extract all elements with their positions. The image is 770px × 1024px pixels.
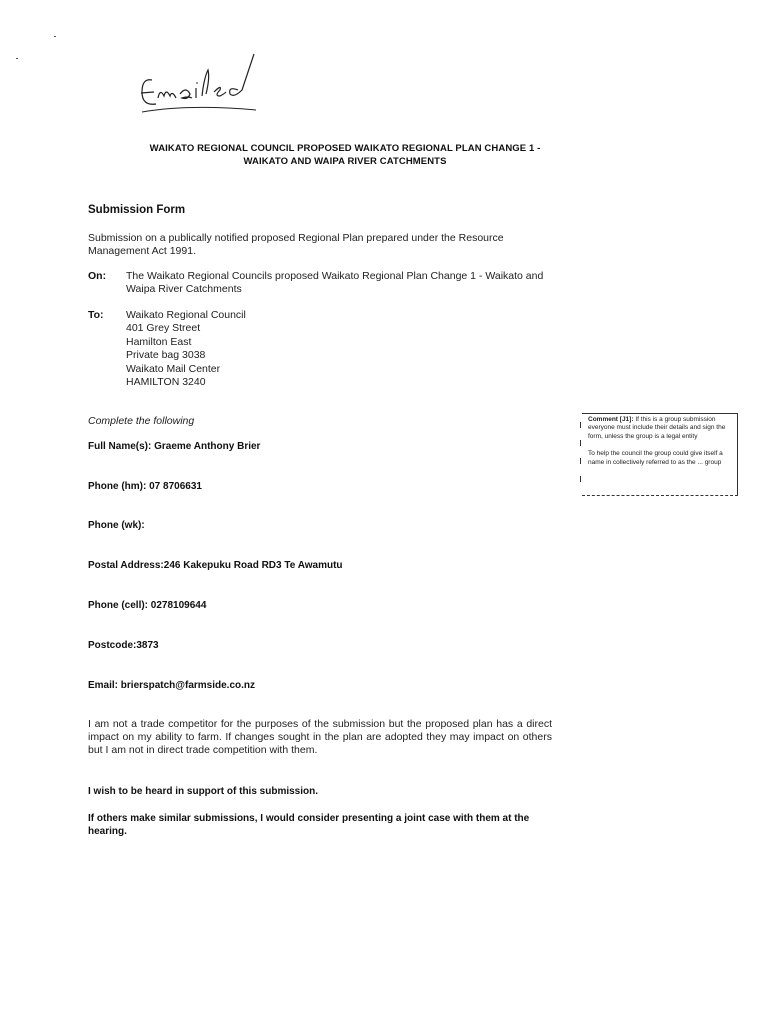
joint-case-statement: If others make similar submissions, I would consider presenting a joint case with them at the hearing. [88, 813, 530, 837]
comment-text: If this is a group submission everyone must include their details and sign the form, unless the group is a legal entity [588, 416, 726, 440]
comment-note: To help the council the group could give itself a name in collectively referred to as the ... group [588, 450, 723, 466]
complete-prompt: Complete the following [88, 415, 195, 427]
comment-border [582, 413, 738, 414]
email-field: Email: brierspatch@farmside.co.nz [88, 680, 256, 691]
margin-comment [582, 413, 738, 496]
scan-speck [54, 36, 56, 37]
to-label: To: [88, 309, 104, 321]
address-line: Hamilton East [126, 335, 192, 348]
phone-work-field: Phone (wk): [88, 520, 145, 531]
comment-tick [580, 476, 581, 482]
trade-competitor-statement: I am not a trade competitor for the purposes of the submission but the proposed plan has a direct impact on my ability to farm. If changes sought in the plan are adopted they may impact on others but I am not in direct trade competition with them. [88, 718, 552, 756]
comment-tick [580, 440, 581, 446]
comment-label: Comment [J1]: [588, 416, 634, 423]
comment-border [582, 495, 738, 496]
handwritten-emailed-signature [130, 48, 280, 128]
address-line: Private bag 3038 [126, 349, 206, 362]
intro-paragraph: Submission on a publically notified proposed Regional Plan prepared under the Resource Management Act 1991. [88, 232, 504, 257]
document-heading [60, 142, 630, 168]
postal-address-field: Postal Address:246 Kakepuku Road RD3 Te Awamutu [88, 560, 343, 571]
scan-speck [16, 58, 18, 59]
to-address-block [126, 309, 246, 389]
heading-line-2: WAIKATO AND WAIPA RIVER CATCHMENTS [243, 156, 447, 167]
address-line: Waikato Mail Center [126, 362, 221, 375]
form-title: Submission Form [88, 204, 186, 216]
postcode-field: Postcode:3873 [88, 640, 159, 651]
address-line: 401 Grey Street [126, 322, 201, 335]
comment-border [737, 413, 738, 496]
address-line: HAMILTON 3240 [126, 376, 206, 389]
phone-cell-field: Phone (cell): 0278109644 [88, 600, 207, 611]
comment-tick [580, 458, 581, 464]
comment-body [588, 416, 734, 467]
comment-tick [580, 422, 581, 428]
address-line: Waikato Regional Council [126, 309, 246, 321]
heading-line-1: WAIKATO REGIONAL COUNCIL PROPOSED WAIKATO REGIONAL PLAN CHANGE 1 - [149, 143, 541, 154]
heard-statement: I wish to be heard in support of this submission. [88, 786, 319, 797]
on-text: The Waikato Regional Councils proposed Waikato Regional Plan Change 1 - Waikato and Waipa River Catchments [126, 270, 544, 295]
on-label: On: [88, 270, 107, 282]
phone-home-field: Phone (hm): 07 8706631 [88, 481, 202, 492]
full-name-field: Full Name(s): Graeme Anthony Brier [88, 441, 261, 452]
